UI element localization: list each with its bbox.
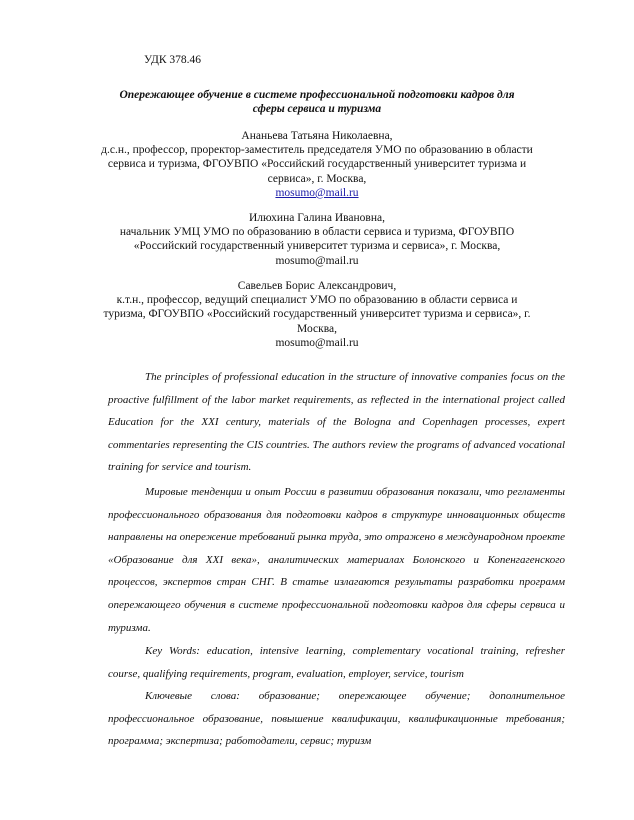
author-block-3 <box>100 279 534 350</box>
author-affiliation: д.с.н., профессор, проректор-заместитель председателя УМО по образованию в области сервиса и туризма, ФГОУВПО «Российский государственный университет туризма и сервиса», г. Москва, <box>101 144 533 185</box>
author-block-2 <box>100 211 534 268</box>
udk-code: УДК 378.46 <box>144 54 201 66</box>
keywords-russian: Ключевые слова: образование; опережающее обучение; дополнительное профессиональное образование, повышение квалификации, квалификационные требования; программа; экспертиза; работодатели, сервис; туризм <box>108 690 565 748</box>
author-email-link[interactable]: mosumo@mail.ru <box>275 186 359 199</box>
author-email: mosumo@mail.ru <box>275 254 359 267</box>
abstract-english: The principles of professional education in the structure of innovative companies focus on the proactive fulfillment of the labor market requirements, as reflected in the international project called Education for the XXI century, materials of the Bologna and Copenhagen processes, expert commentaries representing the CIS countries. The authors review the programs of advanced vocational training for service and tourism. <box>108 371 565 474</box>
author-affiliation: начальник УМЦ УМО по образованию в области сервиса и туризма, ФГОУВПО «Российский государственный университет туризма и сервиса», г. Москва, <box>119 226 515 253</box>
author-affiliation: к.т.н., профессор, ведущий специалист УМО по образованию в области сервиса и туризма, ФГОУВПО «Российский государственный университет туризма и сервиса», г. Москва, <box>103 294 531 335</box>
author-name: Илюхина Галина Ивановна, <box>249 212 385 224</box>
author-email: mosumo@mail.ru <box>275 336 359 349</box>
keywords-english: Key Words: education, intensive learning, complementary vocational training, refresher course, qualifying requirements, program, evaluation, employer, service, tourism <box>108 645 565 680</box>
abstract-russian: Мировые тенденции и опыт России в развитии образования показали, что регламенты профессионального образования для подготовки кадров в структуре инновационных обществ направлены на опережение требований рынка труда, это отражено в международном проекте «Образование для XXI века», аналитических материалах Болонского и Копенгагенского процессов, экспертов стран СНГ. В статье излагаются результаты разработки программ опережающего обучения в системе профессиональной подготовки кадров для сферы сервиса и туризма. <box>108 486 565 634</box>
author-name: Савельев Борис Александрович, <box>237 280 397 292</box>
article-title: Опережающее обучение в системе профессиональной подготовки кадров для сферы сервиса и туризма <box>119 89 515 115</box>
author-block-1 <box>100 129 534 200</box>
author-name: Ананьева Татьяна Николаевна, <box>241 130 393 142</box>
